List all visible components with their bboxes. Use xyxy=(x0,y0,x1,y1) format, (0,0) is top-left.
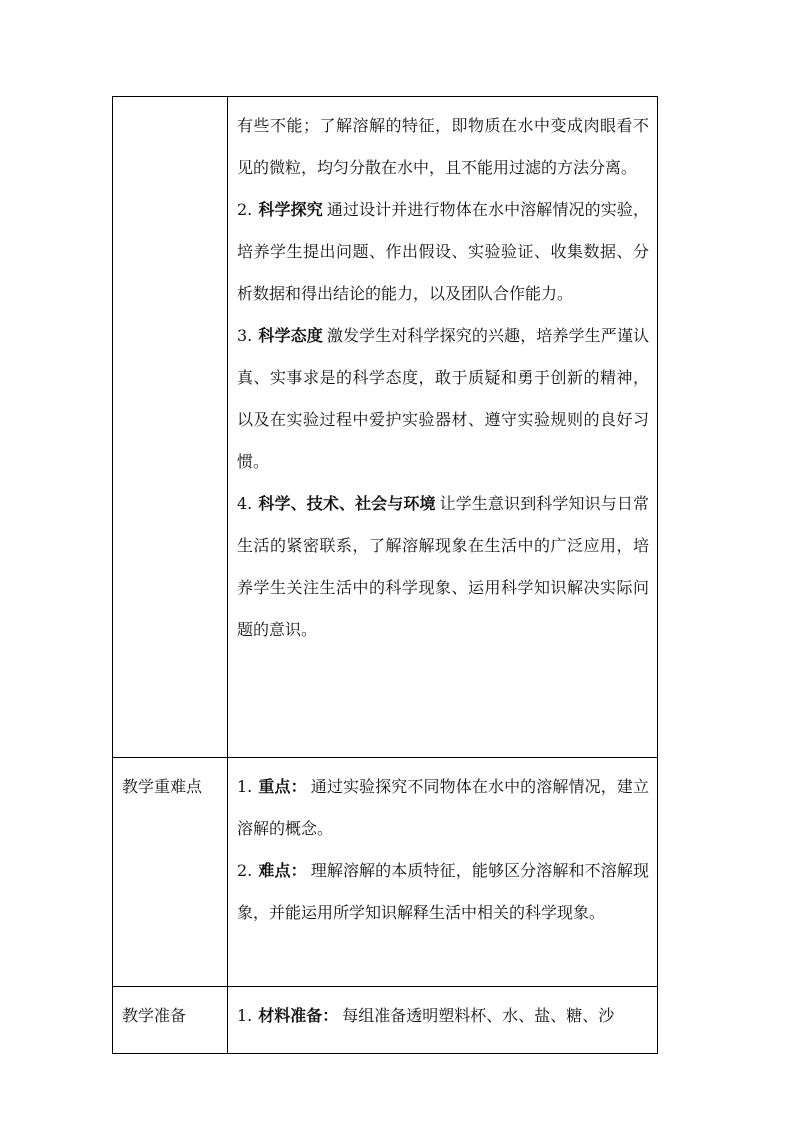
item-keyword: 科学态度 xyxy=(258,326,323,345)
row-label-key-points: 教学重难点 xyxy=(113,758,228,987)
key-point-item-2 xyxy=(237,850,649,934)
item-number: 3. xyxy=(237,326,253,345)
item-number: 2. xyxy=(237,861,253,880)
teaching-goals-content xyxy=(228,97,658,758)
item-text: 每组准备透明塑料杯、水、盐、糖、沙 xyxy=(342,1006,615,1025)
item-number: 2. xyxy=(237,200,253,219)
row-label-preparation: 教学准备 xyxy=(113,987,228,1054)
item-number: 1. xyxy=(237,1006,253,1025)
table-row-key-points xyxy=(113,758,658,987)
goal-item-3 xyxy=(237,315,649,483)
item-number: 4. xyxy=(237,494,253,513)
key-point-item-1 xyxy=(237,766,649,850)
table-row-teaching-goals xyxy=(113,97,658,758)
item-text: 让学生意识到科学知识与日常生活的紧密联系，了解溶解现象在生活中的广泛应用，培养学生关注生活中的科学现象、运用科学知识解决实际问题的意识。 xyxy=(237,494,649,639)
row-label-empty xyxy=(113,97,228,758)
goal-item-1-continuation: 有些不能；了解溶解的特征，即物质在水中变成肉眼看不见的微粒，均匀分散在水中，且不能用过滤的方法分离。 xyxy=(237,116,649,177)
preparation-item-1 xyxy=(237,995,649,1037)
item-text: 通过实验探究不同物体在水中的溶解情况，建立溶解的概念。 xyxy=(237,777,649,838)
item-keyword: 重点： xyxy=(258,777,307,796)
key-points-content xyxy=(228,758,658,987)
item-text: 激发学生对科学探究的兴趣，培养学生严谨认真、实事求是的科学态度，敢于质疑和勇于创新的精神，以及在实验过程中爱护实验器材、遵守实验规则的良好习惯。 xyxy=(237,326,649,471)
item-text: 理解溶解的本质特征，能够区分溶解和不溶解现象，并能运用所学知识解释生活中相关的科学现象。 xyxy=(237,861,649,922)
item-keyword: 材料准备： xyxy=(258,1006,339,1025)
lesson-plan-table xyxy=(112,96,658,1054)
item-text: 通过设计并进行物体在水中溶解情况的实验，培养学生提出问题、作出假设、实验验证、收集数据、分析数据和得出结论的能力，以及团队合作能力。 xyxy=(237,200,649,303)
goal-item-4 xyxy=(237,483,649,651)
item-keyword: 难点： xyxy=(258,861,307,880)
item-keyword: 科学、技术、社会与环境 xyxy=(258,494,436,513)
item-keyword: 科学探究 xyxy=(258,200,323,219)
table-row-preparation xyxy=(113,987,658,1054)
goal-item-2 xyxy=(237,189,649,315)
preparation-content xyxy=(228,987,658,1054)
item-number: 1. xyxy=(237,777,253,796)
